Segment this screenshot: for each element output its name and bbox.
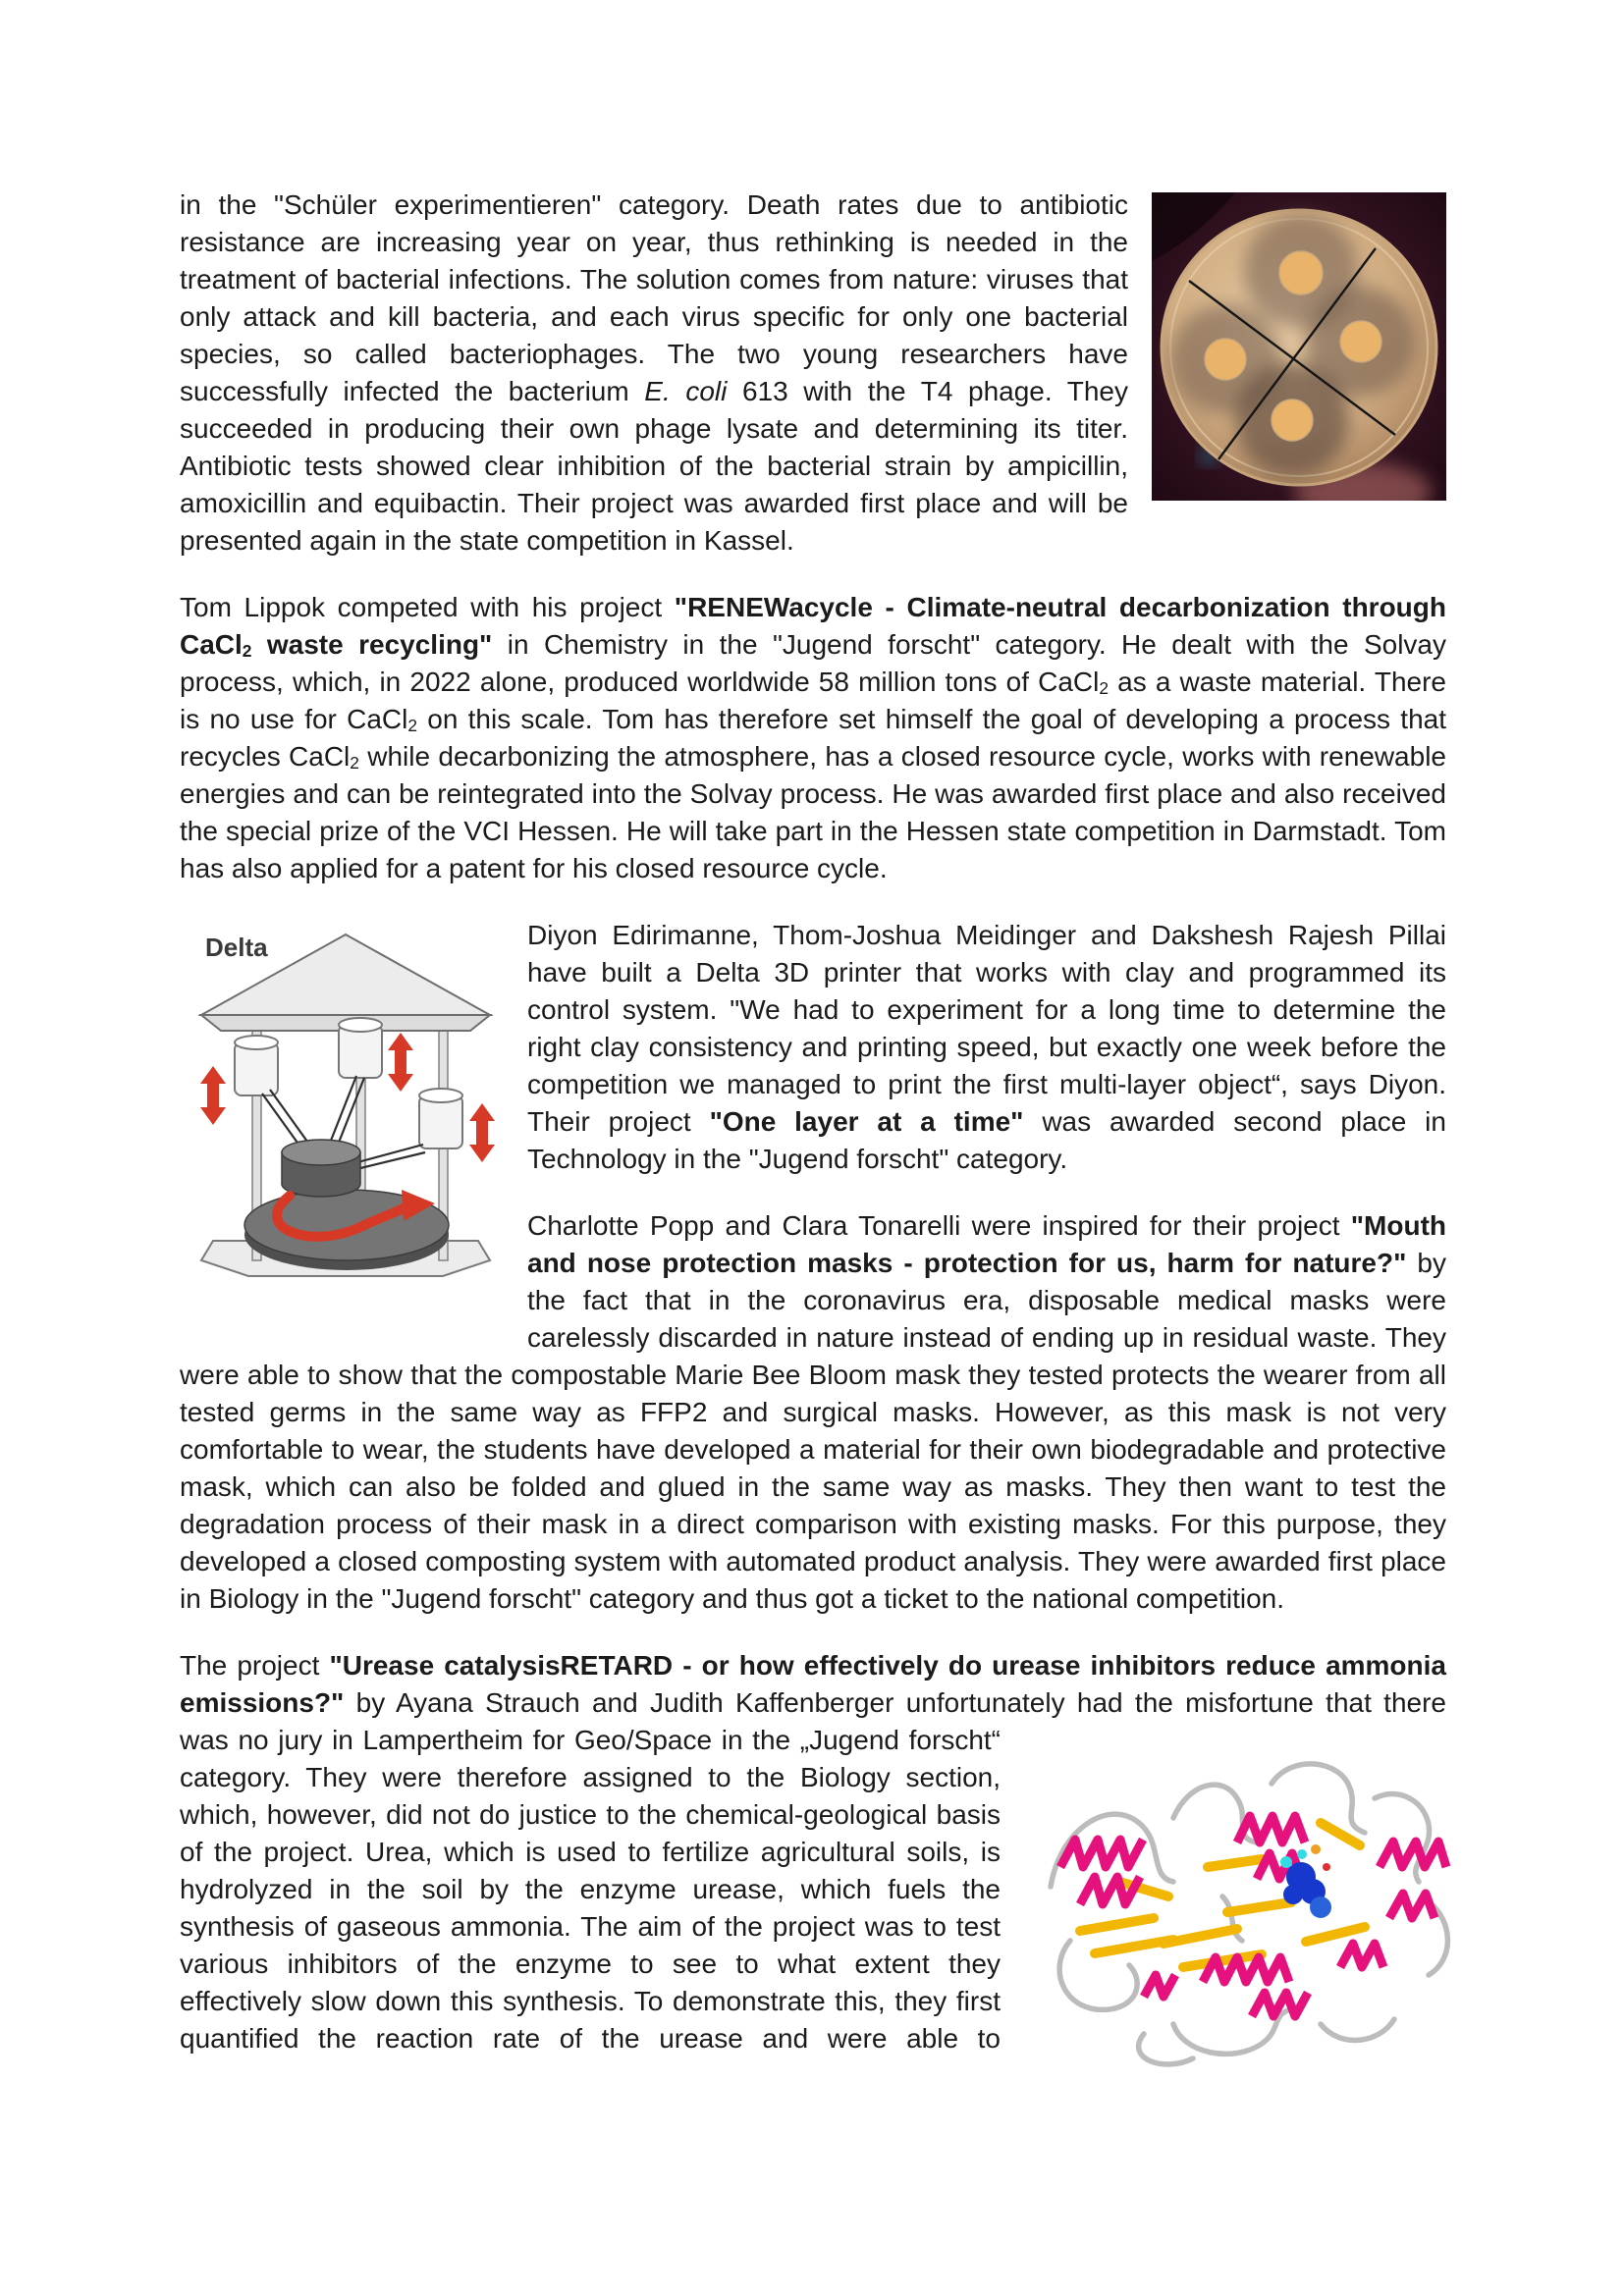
paragraph-bacteriophages xyxy=(180,187,1446,560)
paragraph-urease-intro xyxy=(180,1647,1446,1722)
paragraph-urease-body xyxy=(180,1722,1446,2057)
page-content xyxy=(180,187,1446,2093)
paragraph-text: The project "Urease catalysisRETARD - or how effectively do urease inhibitors reduce ammonia emissions?" by Ayana Strauch and Judith Kaffenberger unfortunately had the misfortune that there xyxy=(180,1650,1446,1718)
effector-head xyxy=(282,1140,360,1197)
petri-dish-photo xyxy=(1152,192,1446,501)
delta-printer-diagram xyxy=(191,917,500,1286)
paragraph-text: was no jury in Lampertheim for Geo/Space in the „Jugend forscht“ category. They were therefore assigned to the Biology section, which, however, did not do justice to the chemical-geological basis of the project. Urea, which is used to fertilize agricultural soils, is hydrolyzed in the soil by the enzyme urease, which fuels the synthesis of gaseous ammonia. The aim of the project was to test various inhibitors of the enzyme to see to what extent they effectively slow down this synthesis. To demonstrate this, they first quantified the reaction rate of the urease and were able to xyxy=(180,1725,1001,2054)
delta-label: Delta xyxy=(205,933,268,962)
paragraph-text: in the "Schüler experimentieren" category. Death rates due to antibiotic resistance are increasing year on year, thus rethinking is needed in the treatment of bacterial infections. The solution comes from nature: viruses that only attack and kill bacteria, and each virus specific for only one bacterial species, so called bacteriophages. The two young researchers have successfully infected the bacterium E. coli 613 with the T4 phage. They succeeded in producing their own phage lysate and determining its titer. Antibiotic tests showed clear inhibition of the bacterial strain by ampicillin, amoxicillin and equibactin. Their project was awarded first place and will be presented again in the state competition in Kassel. xyxy=(180,189,1128,556)
paragraph-delta-printer xyxy=(180,917,1446,1178)
carriages xyxy=(235,1018,462,1148)
urease-protein-structure xyxy=(1026,1730,1466,2093)
paragraph-renewacycle xyxy=(180,589,1446,887)
paragraph-text: Diyon Edirimanne, Thom-Joshua Meidinger and Dakshesh Rajesh Pillai have built a Delta 3D printer that works with clay and programmed its control system. "We had to experiment for a long time to determine the right clay consistency and printing speed, but exactly one week before the competition we managed to print the first multi-layer object“, says Diyon. Their project "One layer at a time" was awarded second place in Technology in the "Jugend forscht" category. xyxy=(527,920,1446,1174)
paragraph-text: Charlotte Popp and Clara Tonarelli were inspired for their project "Mouth and nose protection masks - protection for us, harm for nature?" by the fact that in the coronavirus era, disposable medical masks were carelessly discarded in nature instead of ending up in residual waste. They were able to show that the compostable Marie Bee Bloom mask they tested protects the wearer from all tested germs in the same way as FFP2 and surgical masks. However, as this mask is not very comfortable to wear, the students have developed a material for their own biodegradable and protective mask, which can also be folded and glued in the same way as masks. They then want to test the degradation process of their mask in a direct comparison with existing masks. For this purpose, they developed a closed composting system with automated product analysis. They were awarded first place in Biology in the "Jugend forscht" category and thus got a ticket to the national competition. xyxy=(180,1210,1446,1614)
paragraph-text: Tom Lippok competed with his project "RENEWacycle - Climate-neutral decarbonization through CaCl$_2$ waste recycling" in Chemistry in the "Jugend forscht" category. He dealt with the Solvay process, which, in 2022 alone, produced worldwide 58 million tons of CaCl$_2$ as a waste material. There is no use for CaCl$_2$ on this scale. Tom has therefore set himself the goal of developing a process that recycles CaCl$_2$ while decarbonizing the atmosphere, has a closed resource cycle, works with renewable energies and can be reintegrated into the Solvay process. He was awarded first place and also received the special prize of the VCI Hessen. He will take part in the Hessen state competition in Darmstadt. Tom has also applied for a patent for his closed resource cycle. xyxy=(180,592,1446,883)
